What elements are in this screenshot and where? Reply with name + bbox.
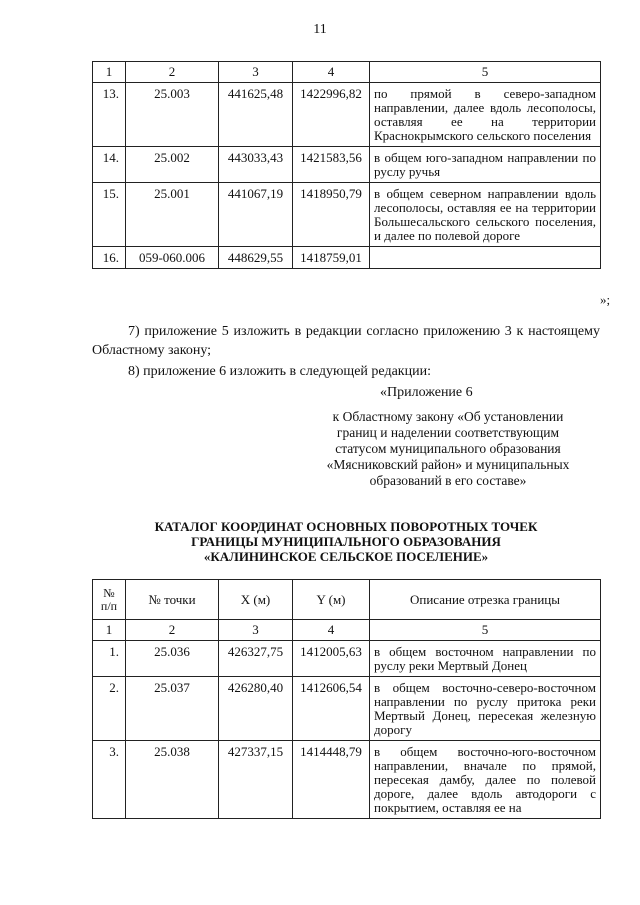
appendix-caption-line: «Мясниковский район» и муниципальных xyxy=(326,457,570,472)
segment-description: в общем юго-западном направлении по руслу ручья xyxy=(370,147,601,183)
column-number-row xyxy=(93,620,601,641)
row-number: 13. xyxy=(93,83,126,147)
segment-description: в общем восточно-северо-восточном направлении по руслу притока реки Мертвый Донец, пересекая железную дорогу xyxy=(370,677,601,741)
row-number: 14. xyxy=(93,147,126,183)
y-coordinate: 1414448,79 xyxy=(293,741,370,819)
header-num-line: п/п xyxy=(100,599,118,613)
table-row xyxy=(93,677,601,741)
table-row xyxy=(93,183,601,247)
x-coordinate: 448629,55 xyxy=(219,247,293,269)
x-coordinate: 427337,15 xyxy=(219,741,293,819)
column-number: 4 xyxy=(293,62,370,83)
appendix-title: «Приложение 6 xyxy=(380,385,473,400)
table-row xyxy=(93,741,601,819)
x-coordinate: 441625,48 xyxy=(219,83,293,147)
row-number: 16. xyxy=(93,247,126,269)
y-coordinate: 1412606,54 xyxy=(293,677,370,741)
point-number: 25.037 xyxy=(126,677,219,741)
segment-description xyxy=(370,247,601,269)
column-number: 1 xyxy=(93,620,126,641)
catalog-heading-line: ГРАНИЦЫ МУНИЦИПАЛЬНОГО ОБРАЗОВАНИЯ xyxy=(191,534,501,549)
table-row xyxy=(93,147,601,183)
table-row xyxy=(93,247,601,269)
appendix-caption-line: образований в его составе» xyxy=(369,473,527,488)
catalog-heading xyxy=(92,519,600,564)
column-number: 3 xyxy=(219,620,293,641)
column-number: 2 xyxy=(126,62,219,83)
point-number: 25.038 xyxy=(126,741,219,819)
appendix-caption-line: статусом муниципального образования xyxy=(335,441,561,456)
header-point: № точки xyxy=(126,580,219,620)
row-number: 15. xyxy=(93,183,126,247)
x-coordinate: 426280,40 xyxy=(219,677,293,741)
page-number: 11 xyxy=(313,22,327,37)
closing-quote-mark: »; xyxy=(600,292,611,307)
point-number: 25.001 xyxy=(126,183,219,247)
y-coordinate: 1412005,63 xyxy=(293,641,370,677)
y-coordinate: 1421583,56 xyxy=(293,147,370,183)
y-coordinate: 1418950,79 xyxy=(293,183,370,247)
column-number: 3 xyxy=(219,62,293,83)
point-number: 059-060.006 xyxy=(126,247,219,269)
x-coordinate: 443033,43 xyxy=(219,147,293,183)
header-row-number xyxy=(93,580,126,620)
coordinates-table-continued xyxy=(92,61,601,269)
point-number: 25.036 xyxy=(126,641,219,677)
header-x: X (м) xyxy=(219,580,293,620)
header-y: Y (м) xyxy=(293,580,370,620)
point-number: 25.003 xyxy=(126,83,219,147)
table-header-row xyxy=(93,580,601,620)
row-number: 3. xyxy=(93,741,126,819)
catalog-heading-line: «КАЛИНИНСКОЕ СЕЛЬСКОЕ ПОСЕЛЕНИЕ» xyxy=(203,549,489,564)
point-number: 25.002 xyxy=(126,147,219,183)
paragraph-7: 7) приложение 5 изложить в редакции согласно приложению 3 к настоящему Областному закону; xyxy=(92,324,600,358)
column-number: 5 xyxy=(370,62,601,83)
table-row xyxy=(93,641,601,677)
segment-description: по прямой в северо-западном направлении, далее вдоль лесополосы, оставляя ее на территории Краснокрымского сельского поселения xyxy=(370,83,601,147)
x-coordinate: 426327,75 xyxy=(219,641,293,677)
catalog-heading-line: КАТАЛОГ КООРДИНАТ ОСНОВНЫХ ПОВОРОТНЫХ ТОЧЕК xyxy=(154,519,538,534)
column-number: 4 xyxy=(293,620,370,641)
header-num-line: № xyxy=(103,586,115,600)
y-coordinate: 1422996,82 xyxy=(293,83,370,147)
table-row xyxy=(93,83,601,147)
row-number: 1. xyxy=(93,641,126,677)
column-number: 1 xyxy=(93,62,126,83)
segment-description: в общем северном направлении вдоль лесополосы, оставляя ее на территории Большесальского сельского поселения, и далее по полевой дороге xyxy=(370,183,601,247)
appendix-caption-line: к Областному закону «Об установлении xyxy=(332,409,564,424)
appendix-caption-line: границ и наделении соответствующим xyxy=(336,425,560,440)
paragraph-8: 8) приложение 6 изложить в следующей редакции: xyxy=(128,364,431,379)
x-coordinate: 441067,19 xyxy=(219,183,293,247)
segment-description: в общем восточном направлении по руслу реки Мертвый Донец xyxy=(370,641,601,677)
header-description: Описание отрезка границы xyxy=(370,580,601,620)
column-number: 2 xyxy=(126,620,219,641)
appendix-caption xyxy=(296,409,600,489)
y-coordinate: 1418759,01 xyxy=(293,247,370,269)
column-number-row xyxy=(93,62,601,83)
coordinates-table xyxy=(92,579,601,819)
segment-description: в общем восточно-юго-восточном направлении, вначале по прямой, пересекая дамбу, далее по полевой дороге, далее вдоль автодороги с покрытием, оставляя ее на xyxy=(370,741,601,819)
row-number: 2. xyxy=(93,677,126,741)
column-number: 5 xyxy=(370,620,601,641)
